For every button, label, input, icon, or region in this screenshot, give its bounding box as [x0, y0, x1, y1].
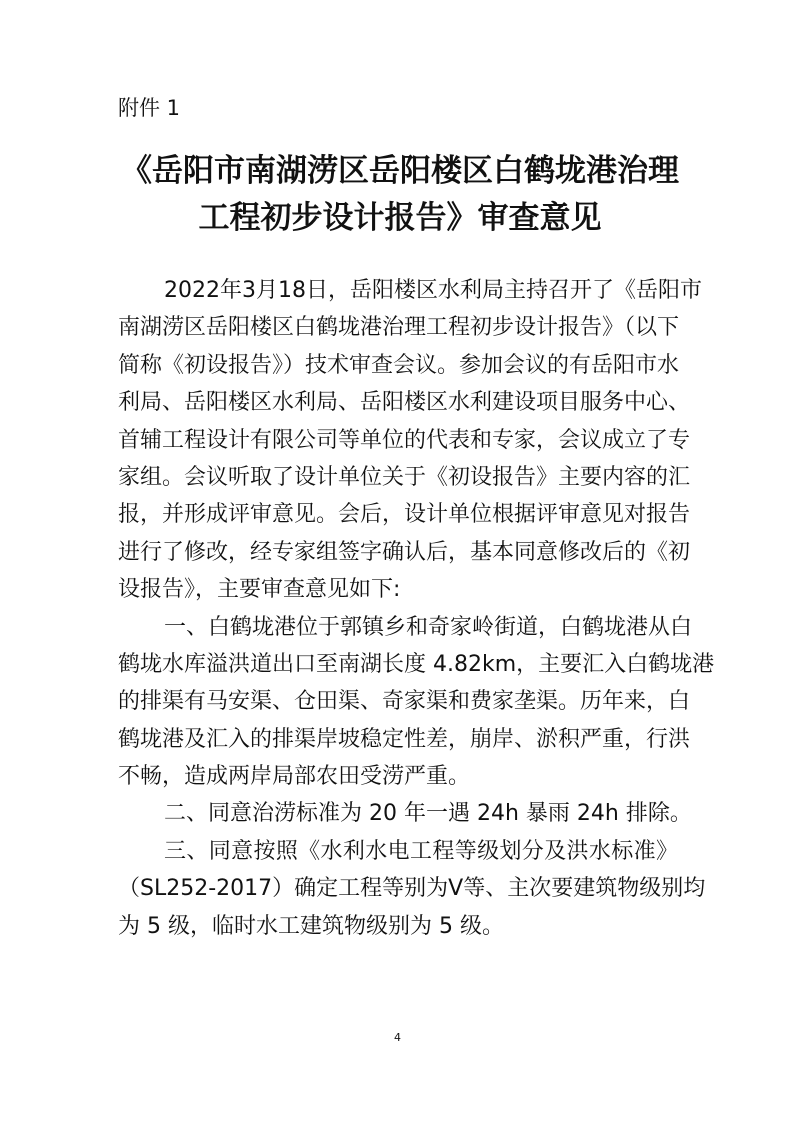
- body-text-line: 家组。会议听取了设计单位关于《初设报告》主要内容的汇: [118, 464, 691, 490]
- body-text-line: 设报告》，主要审查意见如下:: [118, 577, 401, 603]
- body-text-line: 利局、岳阳楼区水利局、岳阳楼区水利建设项目服务中心、: [118, 390, 691, 416]
- attachment-label: 附件 1: [118, 96, 181, 120]
- body-text-line: 三、同意按照《水利水电工程等级划分及洪水标准》: [164, 838, 678, 864]
- body-text-line: 进行了修改，经专家组签字确认后，基本同意修改后的《初: [118, 539, 691, 565]
- body-text-line: 一、白鹤垅港位于郭镇乡和奇家岭街道，白鹤垅港从白: [164, 614, 693, 640]
- body-text-line: 南湖涝区岳阳楼区白鹤垅港治理工程初步设计报告》（以下: [118, 315, 680, 341]
- body-text-line: 2022年3月18日，岳阳楼区水利局主持召开了《岳阳市: [164, 278, 702, 303]
- body-text-line: 简称《初设报告》）技术审查会议。参加会议的有岳阳市水: [118, 352, 680, 378]
- body-text-line: 鹤垅水库溢洪道出口至南湖长度 4.82km，主要汇入白鹤垅港: [118, 651, 715, 677]
- body-text-line: 为 5 级，临时水工建筑物级别为 5 级。: [118, 913, 504, 939]
- document-body: [118, 272, 715, 945]
- body-text-line: 首辅工程设计有限公司等单位的代表和专家，会议成立了专: [118, 427, 691, 453]
- body-text-line: （SL252-2017）确定工程等别为Ⅴ等、主次要建筑物级别均: [118, 876, 706, 902]
- document-title-line-1: 《岳阳市南湖涝区岳阳楼区白鹤垅港治理: [121, 153, 679, 189]
- body-text-line: 报，并形成评审意见。会后，设计单位根据评审意见对报告: [118, 502, 691, 528]
- page-number: 4: [394, 1031, 401, 1044]
- body-text-line: 的排渠有马安渠、仓田渠、奇家渠和费家垄渠。历年来，白: [118, 689, 691, 715]
- body-text-line: 不畅，造成两岸局部农田受涝严重。: [118, 764, 471, 790]
- document-title-line-2: 工程初步设计报告》审查意见: [198, 200, 602, 236]
- body-text-line: 鹤垅港及汇入的排渠岸坡稳定性差，崩岸、淤积严重，行洪: [118, 726, 691, 752]
- body-text-line: 二、同意治涝标准为 20 年一遇 24h 暴雨 24h 排除。: [164, 801, 692, 827]
